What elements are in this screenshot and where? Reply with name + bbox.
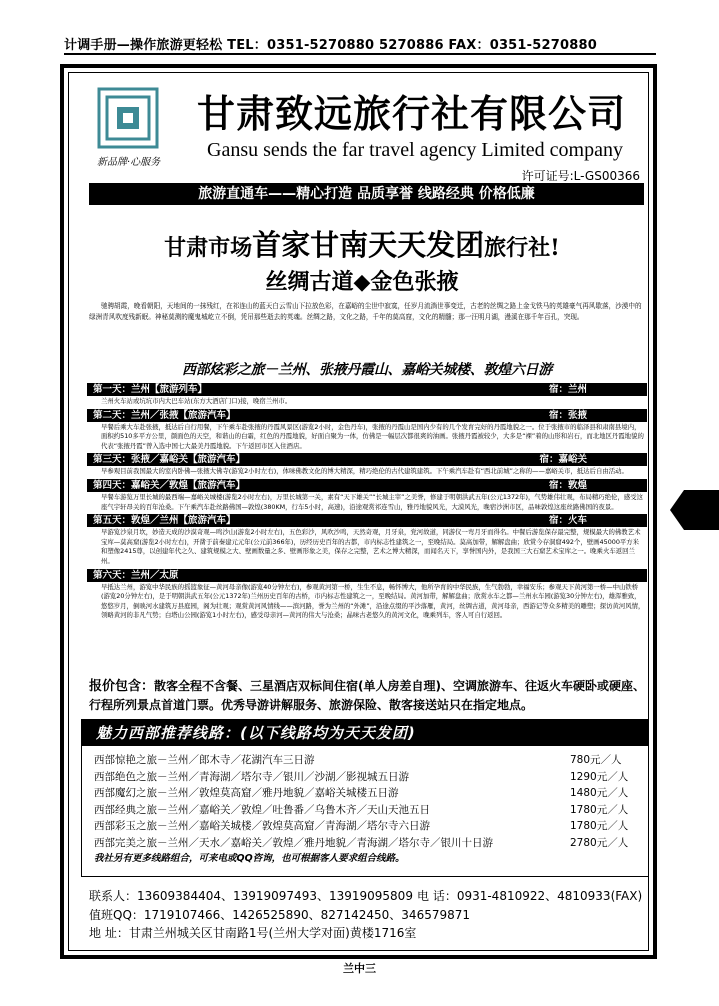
contact-address: 地 址：甘肃兰州城关区甘南路1号(兰州大学对面)黄楼1716室 — [89, 926, 417, 940]
ad-inner-border — [68, 72, 649, 951]
route-name: 西部彩玉之旅－兰州／嘉峪关城楼／敦煌莫高窟／青海湖／塔尔寺六日游 — [94, 820, 430, 832]
company-name-en: Gansu sends the far travel agency Limited company — [207, 139, 623, 161]
contact-qq: 值班QQ：1719107466、1426525890、827142450、346579871 — [89, 907, 471, 922]
day-title: 第一天：兰州【旅游列车】 — [93, 384, 208, 395]
route-price: 2780元／人 — [570, 836, 629, 849]
route-row — [82, 769, 648, 786]
itinerary — [87, 383, 647, 623]
itinerary-day — [87, 569, 647, 623]
day-title: 第三天：张掖／嘉峪关【旅游汽车】 — [93, 454, 246, 466]
day-description: 早餐车游览万里长城的最西端—嘉峪关城楼(游览2小时左右)，万里长城第一关，素有“天下雄关”“长城主宰”之美誉，修建于明朝洪武五年(公元1372年)，气势雄伟壮观，布局精巧绝伦，感受这座气宇轩昂关的百年沧桑。下午乘汽车赴丝路佛国—敦煌(380KM，行车5小时，高速)，沿途观赏祁连雪山，雅丹地貌风光，大漠风光，晚宿沙洲市区，品味敦煌这座丝路佛国的夜景。 — [101, 492, 644, 511]
day-title: 第四天：嘉峪关／敦煌【旅游汽车】 — [93, 479, 246, 491]
day-description: 早游览沙泉月坎，妙造天成的沙漠奇观—鸣沙山(游览2小时左右)，五色彩沙，风吹沙鸣，天然奇观，月牙泉，党河故道，同游仪一弯月牙而得名。中餐后游览保存最完整，规模最大的佛教艺术宝库—莫高窟(游览2小时左右)，开凿于前秦建元元年(公元前366年)，历经历史百年的古都，市内标志性建筑之一，至晚结局。莫高加带，解解盘曲；欣赏今存洞窟492个，壁画45000平方米和塑像2415尊，以创建年代之久、建筑规模之大、壁画数量之多、壁画形象之美，保存之完整，艺术之博大精深，而闻名天下，享誉国内外，是我国三大石窟艺术宝库之一。晚乘火车返回兰州。 — [101, 528, 641, 565]
itinerary-day — [87, 453, 647, 479]
day-description: 早参观目前我国最大的室内卧佛—张掖大佛寺(游览2小时左右)，体味佛教文化的博大精深，精巧绝伦的古代建筑建筑。下午乘汽车赴有“西北前城”之称的——嘉峪关市，抵达后自由活动。 — [101, 467, 628, 476]
route-price: 1290元／人 — [570, 770, 629, 783]
route-row — [82, 785, 648, 802]
day-header — [87, 569, 647, 582]
itinerary-day — [87, 514, 647, 568]
headline-part1: 甘肃市场 — [164, 235, 253, 261]
side-tab-icon — [670, 490, 719, 530]
headline — [77, 223, 647, 264]
route-row — [82, 752, 648, 769]
contact-block — [89, 887, 645, 943]
intro-paragraph: 驰骋胡霞，晚看朝阳，天地间的一抹残红，在祁连山的蓝天白云雪山下拉放色彩，在嘉峪的尘世中寂寞，任岁月流淌世事变迁，古老的丝绸之路上金戈铁马的英雄豪气再风歇落，沙漠中的绿洲青风吹度残新眠。神秘莫测的魔鬼城屹立不倒，凭吊那些逝去的英魂。丝绸之路，文化之路，千年的莫高窟，文化的精髓；那一汪明月湖，漫溪在那千年百孔，突现。 — [89, 302, 642, 321]
routes-note: 我社另有更多线路组合，可来电或QQ咨询，也可根据客人要求组合线路。 — [94, 853, 405, 864]
contact-person: 联系人：13609384404、13919097493、13919095809 — [89, 889, 413, 903]
slogan-banner: 旅游直通车——精心打造 品质享誉 线路经典 价格低廉 — [89, 183, 644, 205]
route-price: 1780元／人 — [570, 820, 629, 832]
route-name: 西部完美之旅－兰州／天水／嘉峪关／敦煌／雅丹地貌／青海湖／塔尔寺／银川十日游 — [94, 836, 493, 849]
itinerary-day — [87, 479, 647, 514]
day-header — [87, 479, 647, 492]
route-row — [82, 802, 648, 819]
day-stay: 宿：张掖 — [548, 409, 587, 421]
itinerary-day — [87, 383, 647, 409]
license-number: 许可证号:L-GS00366 — [521, 169, 640, 183]
page-footer: 兰中三 — [343, 962, 376, 975]
recommended-routes — [81, 719, 649, 877]
ad-frame — [60, 64, 657, 959]
company-slogan: 新品牌·心服务 — [97, 157, 161, 168]
contact-line-1 — [89, 887, 645, 906]
route-title: 西部炫彩之旅－兰州、张掖丹霞山、嘉峪关城楼、敦煌六日游 — [182, 362, 552, 378]
day-header — [87, 383, 647, 396]
top-bar-rule — [64, 53, 656, 55]
day-description: 早餐后乘大车赴张掖，抵达后自行用餐，下午乘车赴张掖的丹霞风景区(游览2小时，金色丹车)，张掖的丹霞山是国内少有的几个发育完好的丹霞地貌之一。位于张掖市的临泽县和肃南县境内，面积约510多平方公里，颜面色的天空，和谐山的白霜，红色的丹霞地貌，好面自聚为一体，仿佛是一幅层次都很爽的油画。张掖丹霞被较少，大多是“裸”着的山形和岩石，而北地区丹霞地貌的代表“张掖丹霞”曾入选中国七大最美丹霞地貌。下午返回市区入住酒店。 — [101, 422, 644, 450]
day-stay: 宿：嘉峪关 — [539, 454, 587, 466]
headline-sub: 丝绸古道◆金色张掖 — [265, 269, 459, 295]
day-title: 第六天：兰州／太原 — [93, 569, 179, 581]
price-includes — [89, 677, 645, 715]
contact-tel: 电 话：0931-4810922、4810933(FAX) — [417, 889, 643, 903]
day-title: 第五天：敦煌／兰州【旅游汽车】 — [93, 515, 236, 527]
route-name: 西部惊艳之旅－兰州／郎木寺／花湖汽车三日游 — [94, 754, 315, 766]
price-includes-text: 散客全程不含餐、三星酒店双标间住宿(单人房差自理)、空调旅游车、往返火车硬卧或硬座、行程所列景点首道门票。优秀导游讲解服务、旅游保险、散客接送站只在指定地点。 — [89, 679, 645, 712]
route-price: 780元／人 — [570, 754, 622, 766]
day-stay: 宿：敦煌 — [548, 479, 587, 491]
day-header — [87, 453, 647, 466]
day-description: 兰州火车站或坑坑市内大巴车站(东方大酒店门口)接，晚宿兰州市。 — [101, 397, 292, 405]
day-title: 第二天：兰州／张掖【旅游汽车】 — [93, 409, 236, 421]
recommended-title: 魅力西部推荐线路：(以下线路均为天天发团) — [82, 720, 648, 746]
day-stay: 宿：火车 — [548, 515, 587, 527]
route-name: 西部经典之旅－兰州／嘉峪关／敦煌／吐鲁番／乌鲁木齐／天山天池五日 — [94, 803, 430, 816]
top-bar — [64, 34, 656, 56]
day-header — [87, 514, 647, 527]
top-bar-text: 计调手册—操作旅游更轻松 TEL：0351-5270880 5270886 FAX：0351-5270880 — [64, 38, 597, 53]
headline-part3: 旅行社! — [484, 235, 560, 261]
route-row — [82, 818, 648, 835]
route-price: 1780元／人 — [570, 803, 629, 816]
route-row — [82, 835, 648, 852]
price-includes-label: 报价包含： — [89, 679, 155, 694]
day-description: 早抵达兰州，游览中华民族的摇篮象征—黄河母亲像(游览40分钟左右)，参观黄河第一桥，生生不息，畅怀博大，他所孕育的中华民族，生气勃勃，幸福安乐；参观天下黄河第一桥—中山铁桥(游览20分钟左右)，是于明朝洪武五年(公元1372年)兰州历史百年的古桥，市内标志性建筑之一，至晚结局。黄河加带，解解盘曲；欣赏水车之都—兰州水车园(游览30分钟左右)，雄浑雅致，悠悠岁月，倒映河水建筑万县庭园，阁为壮观；观赏黄河风情线——滨河路，誉为兰州的“外滩”，沿途点缀的平沙落雁，黄河，丝绸古道，黄河母亲，西游记等众多精美的雕塑；探访黄河风情，领略黄河的非凡气势；白塔山公园(游览1小时左右)，感受母亲河—黄河的伟大与沧桑；晶味古老悠久的黄河文化，晚乘列车，客人可自行返回。 — [101, 582, 645, 620]
route-price: 1480元／人 — [570, 787, 629, 799]
route-name: 西部魔幻之旅－兰州／敦煌莫高窟／雅丹地貌／嘉峪关城楼五日游 — [94, 787, 399, 799]
day-header — [87, 409, 647, 422]
itinerary-day — [87, 409, 647, 454]
company-name-cn: 甘肃致远旅行社有限公司 — [197, 91, 627, 136]
route-name: 西部绝色之旅－兰州／青海湖／塔尔寺／银川／沙湖／影视城五日游 — [94, 770, 409, 783]
company-logo-icon — [97, 87, 159, 149]
headline-part2: 首家甘南天天发团 — [252, 228, 485, 262]
day-stay: 宿：兰州 — [548, 384, 587, 395]
